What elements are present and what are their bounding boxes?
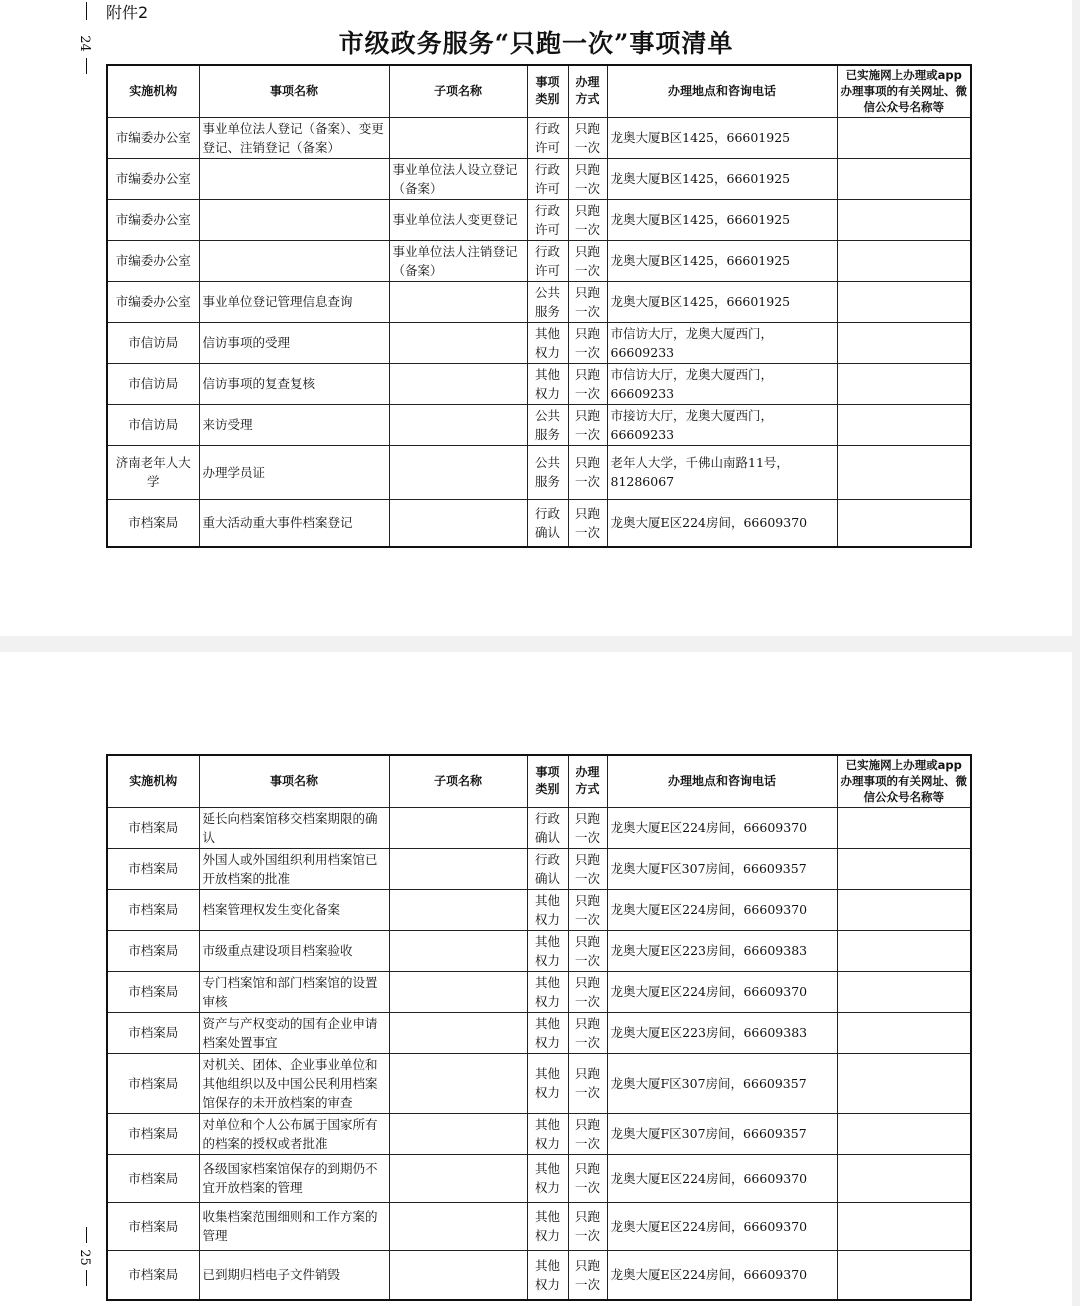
- items-table-page-1: [106, 64, 972, 548]
- agency-cell: 市档案局: [107, 1053, 199, 1113]
- sub-item-cell: 事业单位法人注销登记（备案）: [389, 240, 527, 281]
- online-cell: [837, 1053, 971, 1113]
- item-name-cell: 外国人或外国组织利用档案馆已开放档案的批准: [199, 848, 389, 889]
- agency-cell: 市编委办公室: [107, 117, 199, 158]
- table-row: [107, 971, 971, 1012]
- category-cell: 公共服务: [527, 281, 568, 322]
- item-name-cell: 办理学员证: [199, 445, 389, 499]
- table-header-row: [107, 65, 971, 117]
- sub-item-cell: [389, 807, 527, 848]
- method-cell: 只跑一次: [568, 1154, 607, 1202]
- document-page-1: [0, 0, 1072, 636]
- sub-item-cell: 事业单位法人设立登记（备案）: [389, 158, 527, 199]
- method-cell: 只跑一次: [568, 499, 607, 547]
- table-row: [107, 322, 971, 363]
- item-name-cell: 各级国家档案馆保存的到期仍不宜开放档案的管理: [199, 1154, 389, 1202]
- agency-cell: 市档案局: [107, 848, 199, 889]
- method-cell: 只跑一次: [568, 1012, 607, 1053]
- online-cell: [837, 445, 971, 499]
- category-cell: 其他权力: [527, 889, 568, 930]
- location-phone-cell: 龙奥大厦B区1425，66601925: [607, 199, 837, 240]
- location-phone-cell: 龙奥大厦E区224房间，66609370: [607, 1202, 837, 1250]
- header-online: 已实施网上办理或app办理事项的有关网址、微信公众号名称等: [837, 65, 971, 117]
- table-row: [107, 363, 971, 404]
- category-cell: 行政许可: [527, 158, 568, 199]
- table-row: [107, 1053, 971, 1113]
- sub-item-cell: [389, 363, 527, 404]
- item-name-cell: 收集档案范围细则和工作方案的管理: [199, 1202, 389, 1250]
- category-cell: 其他权力: [527, 971, 568, 1012]
- method-cell: 只跑一次: [568, 848, 607, 889]
- category-cell: 行政许可: [527, 240, 568, 281]
- online-cell: [837, 930, 971, 971]
- online-cell: [837, 807, 971, 848]
- item-name-cell: 信访事项的受理: [199, 322, 389, 363]
- table-row: [107, 1250, 971, 1300]
- location-phone-cell: 龙奥大厦B区1425，66601925: [607, 281, 837, 322]
- table-row: [107, 281, 971, 322]
- online-cell: [837, 848, 971, 889]
- item-name-cell: [199, 199, 389, 240]
- agency-cell: 市编委办公室: [107, 158, 199, 199]
- item-name-cell: 资产与产权变动的国有企业申请档案处置事宜: [199, 1012, 389, 1053]
- sub-item-cell: [389, 499, 527, 547]
- sub-item-cell: [389, 971, 527, 1012]
- agency-cell: 市档案局: [107, 889, 199, 930]
- header-category: 事项类别: [527, 755, 568, 807]
- annex-label: 附件2: [106, 3, 149, 22]
- method-cell: 只跑一次: [568, 889, 607, 930]
- category-cell: 其他权力: [527, 1202, 568, 1250]
- method-cell: 只跑一次: [568, 363, 607, 404]
- header-item-name: 事项名称: [199, 755, 389, 807]
- agency-cell: 市信访局: [107, 404, 199, 445]
- page-number: 24: [76, 35, 92, 52]
- header-online: 已实施网上办理或app办理事项的有关网址、微信公众号名称等: [837, 755, 971, 807]
- item-name-cell: [199, 240, 389, 281]
- header-location-phone: 办理地点和咨询电话: [607, 65, 837, 117]
- sub-item-cell: [389, 1012, 527, 1053]
- category-cell: 其他权力: [527, 1012, 568, 1053]
- category-cell: 行政许可: [527, 199, 568, 240]
- table-row: [107, 1012, 971, 1053]
- item-name-cell: [199, 158, 389, 199]
- table-row: [107, 240, 971, 281]
- sub-item-cell: [389, 1113, 527, 1154]
- method-cell: 只跑一次: [568, 1053, 607, 1113]
- header-item-name: 事项名称: [199, 65, 389, 117]
- category-cell: 行政确认: [527, 848, 568, 889]
- agency-cell: 市档案局: [107, 807, 199, 848]
- method-cell: 只跑一次: [568, 322, 607, 363]
- location-phone-cell: 龙奥大厦F区307房间，66609357: [607, 1053, 837, 1113]
- online-cell: [837, 117, 971, 158]
- item-name-cell: 事业单位法人登记（备案）、变更登记、注销登记（备案）: [199, 117, 389, 158]
- sub-item-cell: [389, 117, 527, 158]
- agency-cell: 市档案局: [107, 499, 199, 547]
- location-phone-cell: 龙奥大厦E区223房间，66609383: [607, 930, 837, 971]
- sub-item-cell: [389, 404, 527, 445]
- location-phone-cell: 市接访大厅，龙奥大厦西门，66609233: [607, 404, 837, 445]
- agency-cell: 市信访局: [107, 363, 199, 404]
- agency-cell: 济南老年人大学: [107, 445, 199, 499]
- table-row: [107, 404, 971, 445]
- category-cell: 行政确认: [527, 499, 568, 547]
- method-cell: 只跑一次: [568, 158, 607, 199]
- item-name-cell: 档案管理权发生变化备案: [199, 889, 389, 930]
- table-row: [107, 158, 971, 199]
- item-name-cell: 信访事项的复查复核: [199, 363, 389, 404]
- category-cell: 行政许可: [527, 117, 568, 158]
- method-cell: 只跑一次: [568, 445, 607, 499]
- sub-item-cell: [389, 1250, 527, 1300]
- table-row: [107, 889, 971, 930]
- agency-cell: 市档案局: [107, 1113, 199, 1154]
- online-cell: [837, 889, 971, 930]
- location-phone-cell: 龙奥大厦E区224房间，66609370: [607, 1250, 837, 1300]
- category-cell: 公共服务: [527, 445, 568, 499]
- category-cell: 公共服务: [527, 404, 568, 445]
- item-name-cell: 已到期归档电子文件销毁: [199, 1250, 389, 1300]
- agency-cell: 市档案局: [107, 930, 199, 971]
- agency-cell: 市档案局: [107, 1250, 199, 1300]
- header-location-phone: 办理地点和咨询电话: [607, 755, 837, 807]
- agency-cell: 市档案局: [107, 1012, 199, 1053]
- method-cell: 只跑一次: [568, 1113, 607, 1154]
- category-cell: 其他权力: [527, 1053, 568, 1113]
- agency-cell: 市编委办公室: [107, 199, 199, 240]
- table-row: [107, 499, 971, 547]
- online-cell: [837, 1154, 971, 1202]
- agency-cell: 市档案局: [107, 971, 199, 1012]
- category-cell: 其他权力: [527, 930, 568, 971]
- table-row: [107, 930, 971, 971]
- online-cell: [837, 1250, 971, 1300]
- online-cell: [837, 363, 971, 404]
- location-phone-cell: 龙奥大厦F区307房间，66609357: [607, 848, 837, 889]
- online-cell: [837, 1113, 971, 1154]
- header-category: 事项类别: [527, 65, 568, 117]
- online-cell: [837, 404, 971, 445]
- header-method: 办理方式: [568, 65, 607, 117]
- online-cell: [837, 199, 971, 240]
- location-phone-cell: 龙奥大厦F区307房间，66609357: [607, 1113, 837, 1154]
- header-agency: 实施机构: [107, 755, 199, 807]
- item-name-cell: 对单位和个人公布属于国家所有的档案的授权或者批准: [199, 1113, 389, 1154]
- method-cell: 只跑一次: [568, 199, 607, 240]
- category-cell: 其他权力: [527, 1154, 568, 1202]
- table-row: [107, 1154, 971, 1202]
- table-header-row: [107, 755, 971, 807]
- online-cell: [837, 158, 971, 199]
- location-phone-cell: 龙奥大厦B区1425，66601925: [607, 158, 837, 199]
- location-phone-cell: 龙奥大厦E区224房间，66609370: [607, 1154, 837, 1202]
- agency-cell: 市档案局: [107, 1154, 199, 1202]
- location-phone-cell: 龙奥大厦E区224房间，66609370: [607, 807, 837, 848]
- category-cell: 其他权力: [527, 1250, 568, 1300]
- location-phone-cell: 龙奥大厦E区224房间，66609370: [607, 499, 837, 547]
- header-sub-item: 子项名称: [389, 65, 527, 117]
- table-row: [107, 807, 971, 848]
- margin-dash: [86, 1270, 87, 1286]
- sub-item-cell: 事业单位法人变更登记: [389, 199, 527, 240]
- item-name-cell: 专门档案馆和部门档案馆的设置审核: [199, 971, 389, 1012]
- header-agency: 实施机构: [107, 65, 199, 117]
- method-cell: 只跑一次: [568, 240, 607, 281]
- location-phone-cell: 龙奥大厦E区223房间，66609383: [607, 1012, 837, 1053]
- item-name-cell: 对机关、团体、企业事业单位和其他组织以及中国公民利用档案馆保存的未开放档案的审查: [199, 1053, 389, 1113]
- online-cell: [837, 322, 971, 363]
- table-row: [107, 199, 971, 240]
- sub-item-cell: [389, 930, 527, 971]
- item-name-cell: 来访受理: [199, 404, 389, 445]
- sub-item-cell: [389, 445, 527, 499]
- online-cell: [837, 1202, 971, 1250]
- method-cell: 只跑一次: [568, 1202, 607, 1250]
- method-cell: 只跑一次: [568, 807, 607, 848]
- agency-cell: 市编委办公室: [107, 281, 199, 322]
- table-row: [107, 848, 971, 889]
- table-row: [107, 1113, 971, 1154]
- method-cell: 只跑一次: [568, 1250, 607, 1300]
- category-cell: 行政确认: [527, 807, 568, 848]
- online-cell: [837, 499, 971, 547]
- sub-item-cell: [389, 1154, 527, 1202]
- margin-dash: [86, 2, 87, 20]
- header-sub-item: 子项名称: [389, 755, 527, 807]
- table-row: [107, 445, 971, 499]
- online-cell: [837, 240, 971, 281]
- items-table-page-2: [106, 754, 972, 1301]
- method-cell: 只跑一次: [568, 281, 607, 322]
- document-page-2: [0, 652, 1072, 1306]
- location-phone-cell: 龙奥大厦E区224房间，66609370: [607, 971, 837, 1012]
- sub-item-cell: [389, 1202, 527, 1250]
- sub-item-cell: [389, 322, 527, 363]
- location-phone-cell: 龙奥大厦B区1425，66601925: [607, 117, 837, 158]
- location-phone-cell: 市信访大厅，龙奥大厦西门，66609233: [607, 363, 837, 404]
- location-phone-cell: 龙奥大厦B区1425，66601925: [607, 240, 837, 281]
- category-cell: 其他权力: [527, 1113, 568, 1154]
- sub-item-cell: [389, 281, 527, 322]
- header-method: 办理方式: [568, 755, 607, 807]
- location-phone-cell: 龙奥大厦E区224房间，66609370: [607, 889, 837, 930]
- item-name-cell: 重大活动重大事件档案登记: [199, 499, 389, 547]
- method-cell: 只跑一次: [568, 404, 607, 445]
- online-cell: [837, 1012, 971, 1053]
- agency-cell: 市信访局: [107, 322, 199, 363]
- online-cell: [837, 281, 971, 322]
- sub-item-cell: [389, 1053, 527, 1113]
- table-row: [107, 1202, 971, 1250]
- sub-item-cell: [389, 889, 527, 930]
- table-row: [107, 117, 971, 158]
- agency-cell: 市编委办公室: [107, 240, 199, 281]
- item-name-cell: 事业单位登记管理信息查询: [199, 281, 389, 322]
- sub-item-cell: [389, 848, 527, 889]
- agency-cell: 市档案局: [107, 1202, 199, 1250]
- category-cell: 其他权力: [527, 322, 568, 363]
- item-name-cell: 延长向档案馆移交档案期限的确认: [199, 807, 389, 848]
- page-number: 25: [76, 1249, 92, 1266]
- method-cell: 只跑一次: [568, 971, 607, 1012]
- item-name-cell: 市级重点建设项目档案验收: [199, 930, 389, 971]
- location-phone-cell: 市信访大厅，龙奥大厦西门，66609233: [607, 322, 837, 363]
- margin-dash: [86, 58, 87, 74]
- location-phone-cell: 老年人大学，千佛山南路11号，81286067: [607, 445, 837, 499]
- margin-dash: [86, 1227, 87, 1243]
- method-cell: 只跑一次: [568, 117, 607, 158]
- document-title: 市级政务服务“只跑一次”事项清单: [338, 29, 734, 58]
- method-cell: 只跑一次: [568, 930, 607, 971]
- category-cell: 其他权力: [527, 363, 568, 404]
- online-cell: [837, 971, 971, 1012]
